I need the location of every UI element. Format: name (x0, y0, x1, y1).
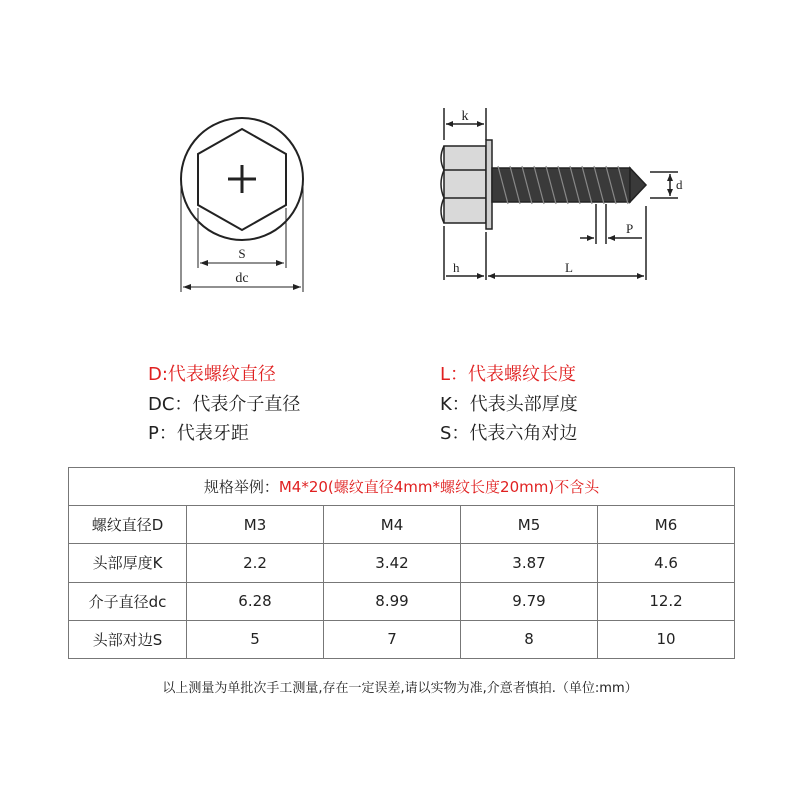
table-cell: 4.6 (598, 544, 735, 582)
measurement-note: 以上测量为单批次手工测量,存在一定误差,请以实物为准,介意者慎拍.（单位:mm） (162, 681, 638, 696)
dim-label-k: k (461, 109, 469, 124)
table-cell: 5 (187, 620, 324, 658)
table-cell: 9.79 (461, 582, 598, 620)
spec-table (68, 467, 735, 659)
table-caption-row (69, 468, 735, 506)
hex-head-side (444, 146, 486, 223)
table-row (69, 544, 735, 582)
threaded-shank (492, 168, 630, 202)
legend-item-l: L：代表螺纹长度 (440, 364, 577, 385)
screw-technical-drawing (0, 0, 800, 330)
caption-prefix: 规格举例： (203, 478, 279, 497)
dim-label-p: P (626, 221, 634, 236)
table-cell: M5 (461, 506, 598, 544)
legend-item-dc: DC：代表介子直径 (148, 394, 301, 415)
legend-item-p: P：代表牙距 (148, 423, 249, 444)
washer-side (486, 140, 492, 229)
screw-tip (630, 168, 646, 202)
table-cell: 7 (324, 620, 461, 658)
dim-label-dc: dc (235, 271, 249, 286)
table-cell: 3.42 (324, 544, 461, 582)
table-cell: M3 (187, 506, 324, 544)
table-cell: 8 (461, 620, 598, 658)
dim-label-d: d (676, 177, 683, 192)
dim-label-l: L (565, 260, 573, 275)
table-caption (69, 468, 735, 506)
table-cell: M4 (324, 506, 461, 544)
legend-item-d: D:代表螺纹直径 (148, 364, 276, 385)
row-header: 头部对边S (69, 620, 187, 658)
row-header: 头部厚度K (69, 544, 187, 582)
table-cell: 3.87 (461, 544, 598, 582)
table-cell: 8.99 (324, 582, 461, 620)
table-cell: M6 (598, 506, 735, 544)
dim-label-h: h (453, 260, 460, 275)
legend-item-k: K：代表头部厚度 (440, 394, 578, 415)
table-row (69, 620, 735, 658)
dimension-legend (0, 360, 800, 460)
row-header: 螺纹直径D (69, 506, 187, 544)
legend-item-s: S：代表六角对边 (440, 423, 578, 444)
row-header: 介子直径dc (69, 582, 187, 620)
table-row (69, 506, 735, 544)
table-cell: 2.2 (187, 544, 324, 582)
side-view (441, 108, 678, 280)
dim-label-s: S (238, 246, 246, 261)
table-cell: 12.2 (598, 582, 735, 620)
table-cell: 6.28 (187, 582, 324, 620)
front-view (181, 118, 303, 292)
table-cell: 10 (598, 620, 735, 658)
caption-example: M4*20(螺纹直径4mm*螺纹长度20mm)不含头 (278, 478, 600, 497)
table-row (69, 582, 735, 620)
